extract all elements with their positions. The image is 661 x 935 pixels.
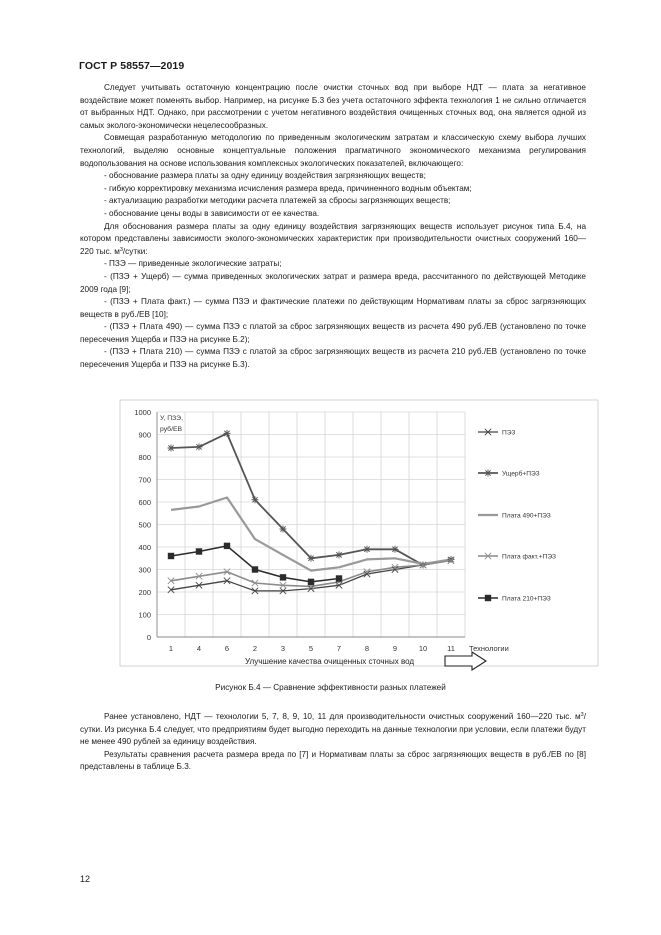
x-tick-label: 2 xyxy=(252,644,258,653)
y-tick-label: 300 xyxy=(138,565,151,575)
y-tick-label: 100 xyxy=(138,610,151,620)
paragraph-5: Результаты сравнения расчета размера вреда по [7] и Нормативам платы за сброс загрязняющих веществ в руб./ЕВ по [8] представлены в таблице Б.3. xyxy=(80,749,586,772)
definition-item: - (ПЗЭ + Плата факт.) — сумма ПЗЭ и фактические платежи по действующим Нормативам платы за сброс загрязняющих веществ в руб./ЕВ [10]; xyxy=(80,297,586,319)
body-text-bottom xyxy=(80,711,586,774)
data-point xyxy=(392,546,399,553)
y-tick-label: 200 xyxy=(138,588,151,597)
x-tick-label: 6 xyxy=(224,644,230,653)
y-axis-label: руб/ЕВ xyxy=(160,426,183,433)
y-axis-label: У, ПЗЭ, xyxy=(160,415,183,422)
arrow-label: Улучшение качества очищенных сточных вод xyxy=(245,657,415,666)
legend-label: ПЭЗ xyxy=(502,429,516,437)
paragraph-4 xyxy=(80,711,586,749)
chart-border xyxy=(120,400,598,666)
comparison-chart xyxy=(0,380,661,680)
legend-label: Плата 490+ПЭЗ xyxy=(502,512,551,520)
data-point xyxy=(196,443,203,450)
data-point xyxy=(252,496,259,503)
x-tick-label: 8 xyxy=(364,644,370,653)
data-point xyxy=(224,430,231,437)
data-point xyxy=(485,470,492,477)
figure-caption: Рисунок Б.4 — Сравнение эффективности разных платежей xyxy=(215,683,446,692)
data-point xyxy=(485,595,491,601)
x-tick-label: 5 xyxy=(308,644,314,653)
definition-item: - (ПЗЭ + Плата 210) — сумма ПЗЭ с платой за сброс загрязняющих веществ из расчета 210 руб./ЕВ (установлено по точке пересечения Ущерба и ПЗЭ на рисунке Б.3). xyxy=(80,347,586,370)
data-point xyxy=(308,555,315,562)
y-tick-label: 600 xyxy=(138,498,151,507)
legend-label: Ущерб+ПЭЗ xyxy=(502,470,540,478)
paragraph-4-tail: /сутки. Из рисунка Б.4 следует, что предприятиям будет выгодно переходить на данные технологии при условии, если платежи будут не менее 490 рублей за единицу воздействия. xyxy=(80,712,586,747)
data-point xyxy=(252,566,258,572)
data-point xyxy=(168,553,174,559)
data-point xyxy=(336,551,343,558)
paragraph-3-tail: /сутки: xyxy=(122,246,148,256)
data-point xyxy=(308,579,314,585)
x-tick-label: 7 xyxy=(336,644,342,653)
y-tick-label: 400 xyxy=(138,543,151,552)
y-tick-label: 800 xyxy=(138,453,151,462)
paragraph-4-text: Ранее установлено, НДТ — технологии 5, 7, 8, 9, 10, 11 для производительности очистных сооружений 160—220 тыс. м xyxy=(104,712,581,721)
x-tick-label: 4 xyxy=(196,644,202,653)
y-tick-label: 700 xyxy=(138,475,151,485)
y-tick-label: 500 xyxy=(138,520,151,530)
x-tick-label: 3 xyxy=(280,644,286,653)
body-text-top xyxy=(80,82,586,372)
data-point xyxy=(336,575,342,581)
data-point xyxy=(280,574,286,580)
superscript: 3 xyxy=(119,246,123,253)
x-tick-label: 9 xyxy=(392,644,398,653)
data-point xyxy=(448,556,455,563)
arrow-right-icon xyxy=(445,652,486,670)
data-point xyxy=(280,526,287,533)
x-tick-label: 1 xyxy=(168,644,174,653)
legend-label: Плата факт.+ПЭЗ xyxy=(502,553,556,561)
paragraph-2: Совмещая разработанную методологию по приведенным экологическим затратам и классическую схему выбора лучших технологий, выделяю основные концептуальные положения прагматичного экономического механизма регулирования водопользования на основе использования комплексных экологических показателей, включающего: xyxy=(80,133,586,168)
y-tick-label: 1000 xyxy=(134,408,151,417)
paragraph-3 xyxy=(80,221,586,259)
y-tick-label: 0 xyxy=(146,633,151,642)
definition-item: - ПЗЭ — приведенные экологические затраты; xyxy=(104,259,282,269)
y-tick-label: 900 xyxy=(138,430,151,440)
data-point xyxy=(224,543,230,549)
page-number: 12 xyxy=(80,874,91,884)
list-item: - обоснование цены воды в зависимости от ее качества. xyxy=(104,208,320,218)
paragraph-1: Следует учитывать остаточную концентрацию после очистки сточных вод при выборе НДТ — плата за негативное воздействие может поменять выбор. Например, на рисунке Б.3 без учета остаточного эффекта технология 1 не сильно отличается от выбранных НДТ. Однако, при рассмотрении с учетом негативного воздействия очищенных сточных вод, она является одной из самых эколого-экономически нецелесообразных. xyxy=(80,83,586,130)
list-item: - актуализацию разработки методики расчета платежей за сбросы загрязняющих веществ; xyxy=(104,196,451,206)
document-header: ГОСТ Р 58557—2019 xyxy=(79,60,185,72)
data-point xyxy=(196,548,202,554)
data-point xyxy=(364,546,371,553)
data-point xyxy=(168,445,175,452)
list-item: - обоснование размера платы за одну единицу воздействия загрязняющих веществ; xyxy=(104,171,426,181)
list-item: - гибкую корректировку механизма исчисления размера вреда, причиненного водным объектам; xyxy=(104,183,472,193)
definition-item: - (ПЗЭ + Плата 490) — сумма ПЗЭ с платой за сброс загрязняющих веществ из расчета 490 руб./ЕВ (установлено по точке пересечения Ущерба и ПЗЭ на рисунке Б.2); xyxy=(80,322,586,344)
definition-item: - (ПЗЭ + Ущерб) — сумма приведенных экологических затрат и размера вреда, рассчитанного по действующей Методике 2009 года [9]; xyxy=(80,271,586,294)
legend-label: Плата 210+ПЭЗ xyxy=(502,595,551,603)
paragraph-3-text: Для обоснования размера платы за одну единицу воздействия загрязняющих веществ использует рисунок типа Б.4, на котором представлены зависимости эколого-экономических характеристик при производительности очистных сооружений 160—220 тыс. м xyxy=(80,221,586,256)
x-tick-label: 11 xyxy=(447,644,455,653)
x-axis-label: Технологии xyxy=(469,644,509,653)
superscript: 3 xyxy=(580,712,584,718)
x-tick-label: 10 xyxy=(418,644,428,653)
